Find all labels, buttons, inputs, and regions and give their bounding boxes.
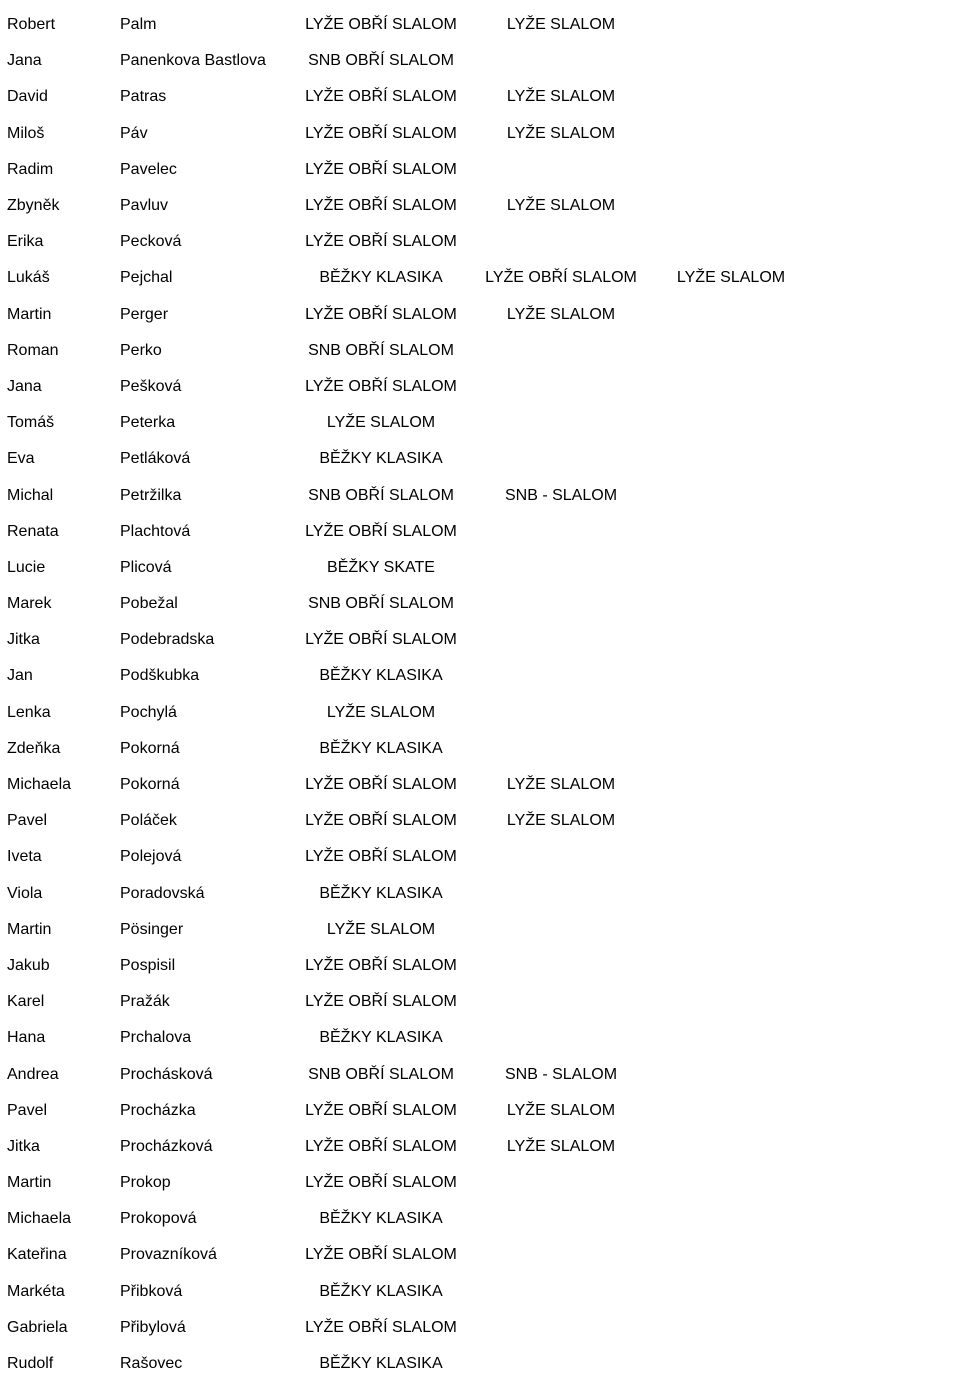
discipline-cell: LYŽE SLALOM <box>326 703 436 721</box>
last-name-cell: Podškubka <box>120 667 200 685</box>
discipline-cell: BĚŽKY SKATE <box>327 558 435 576</box>
discipline-cell <box>466 586 656 622</box>
table-row <box>3 224 957 260</box>
table-row <box>3 1346 957 1382</box>
empty-cell <box>806 1274 957 1310</box>
empty-cell <box>806 1346 957 1382</box>
empty-cell <box>806 477 957 513</box>
discipline-cell <box>656 441 806 477</box>
discipline-cell <box>466 369 656 405</box>
table-row <box>3 405 957 441</box>
table-row <box>3 876 957 912</box>
discipline-cell: LYŽE SLALOM <box>506 1137 616 1155</box>
table-row <box>3 43 957 79</box>
discipline-cell: SNB OBŘÍ SLALOM <box>308 52 454 70</box>
table-row <box>3 116 957 152</box>
last-name-cell: Pospisil <box>120 956 176 974</box>
discipline-cell: SNB - SLALOM <box>504 1065 618 1083</box>
last-name-cell: Pokorná <box>120 739 180 757</box>
discipline-cell <box>466 405 656 441</box>
discipline-cell <box>656 948 806 984</box>
last-name-cell: Plicová <box>120 558 172 576</box>
first-name-cell: Jana <box>7 377 42 395</box>
discipline-cell <box>466 514 656 550</box>
discipline-cell: SNB OBŘÍ SLALOM <box>308 341 454 359</box>
discipline-cell <box>656 876 806 912</box>
discipline-cell: LYŽE SLALOM <box>506 776 616 794</box>
discipline-cell <box>656 658 806 694</box>
table-row <box>3 767 957 803</box>
discipline-cell <box>656 695 806 731</box>
first-name-cell: Robert <box>7 16 56 34</box>
discipline-cell: BĚŽKY KLASIKA <box>319 1029 443 1047</box>
discipline-cell <box>656 1346 806 1382</box>
last-name-cell: Prochásková <box>120 1065 213 1083</box>
discipline-cell: LYŽE OBŘÍ SLALOM <box>305 377 457 395</box>
last-name-cell: Pavluv <box>120 197 169 215</box>
first-name-cell: Pavel <box>7 812 48 830</box>
first-name-cell: Zdeňka <box>7 739 61 757</box>
discipline-cell: SNB OBŘÍ SLALOM <box>308 595 454 613</box>
empty-cell <box>806 586 957 622</box>
first-name-cell: Martin <box>7 920 52 938</box>
table-row <box>3 152 957 188</box>
table-row <box>3 586 957 622</box>
table-row <box>3 79 957 115</box>
table-row <box>3 1093 957 1129</box>
discipline-cell <box>466 1165 656 1201</box>
discipline-cell <box>466 695 656 731</box>
discipline-cell <box>466 948 656 984</box>
discipline-cell: LYŽE SLALOM <box>506 197 616 215</box>
empty-cell <box>806 333 957 369</box>
first-name-cell: Erika <box>7 233 44 251</box>
discipline-cell: LYŽE OBŘÍ SLALOM <box>305 1137 457 1155</box>
discipline-cell <box>466 1346 656 1382</box>
discipline-cell <box>466 1201 656 1237</box>
last-name-cell: Přibková <box>120 1282 183 1300</box>
first-name-cell: Martin <box>7 1174 52 1192</box>
discipline-cell: LYŽE SLALOM <box>506 812 616 830</box>
empty-cell <box>806 767 957 803</box>
table-row <box>3 1129 957 1165</box>
discipline-cell <box>466 224 656 260</box>
last-name-cell: Panenkova Bastlova <box>120 52 266 70</box>
discipline-cell: BĚŽKY KLASIKA <box>319 1282 443 1300</box>
discipline-cell: LYŽE OBŘÍ SLALOM <box>305 522 457 540</box>
empty-cell <box>806 297 957 333</box>
first-name-cell: Jakub <box>7 956 50 974</box>
first-name-cell: Jan <box>7 667 33 685</box>
discipline-cell <box>656 1310 806 1346</box>
discipline-cell <box>656 7 806 43</box>
table-row <box>3 297 957 333</box>
empty-cell <box>806 1310 957 1346</box>
empty-cell <box>806 550 957 586</box>
last-name-cell: Páv <box>120 124 148 142</box>
discipline-cell: LYŽE OBŘÍ SLALOM <box>305 160 457 178</box>
discipline-cell: LYŽE OBŘÍ SLALOM <box>305 848 457 866</box>
empty-cell <box>806 1093 957 1129</box>
empty-cell <box>806 441 957 477</box>
discipline-cell <box>656 405 806 441</box>
last-name-cell: Pösinger <box>120 920 184 938</box>
empty-cell <box>806 7 957 43</box>
last-name-cell: Pešková <box>120 377 182 395</box>
first-name-cell: Iveta <box>7 848 42 866</box>
discipline-cell: LYŽE OBŘÍ SLALOM <box>305 812 457 830</box>
discipline-cell <box>656 333 806 369</box>
discipline-cell: LYŽE SLALOM <box>506 305 616 323</box>
discipline-cell <box>656 767 806 803</box>
last-name-cell: Prokop <box>120 1174 171 1192</box>
discipline-cell: LYŽE OBŘÍ SLALOM <box>305 631 457 649</box>
discipline-cell <box>656 1129 806 1165</box>
discipline-cell <box>466 622 656 658</box>
discipline-cell: LYŽE OBŘÍ SLALOM <box>305 1101 457 1119</box>
last-name-cell: Prokopová <box>120 1210 197 1228</box>
last-name-cell: Pavelec <box>120 160 177 178</box>
empty-cell <box>806 369 957 405</box>
participants-table <box>3 7 957 1382</box>
discipline-cell <box>656 188 806 224</box>
discipline-cell <box>466 333 656 369</box>
discipline-cell <box>656 1020 806 1056</box>
discipline-cell: BĚŽKY KLASIKA <box>319 1210 443 1228</box>
discipline-cell: LYŽE OBŘÍ SLALOM <box>305 88 457 106</box>
discipline-cell <box>466 839 656 875</box>
table-row <box>3 658 957 694</box>
discipline-cell <box>656 731 806 767</box>
first-name-cell: Martin <box>7 305 52 323</box>
discipline-cell: LYŽE SLALOM <box>506 124 616 142</box>
discipline-cell <box>656 1201 806 1237</box>
discipline-cell <box>656 912 806 948</box>
discipline-cell: LYŽE SLALOM <box>506 1101 616 1119</box>
empty-cell <box>806 514 957 550</box>
discipline-cell <box>656 586 806 622</box>
discipline-cell: BĚŽKY KLASIKA <box>319 739 443 757</box>
discipline-cell <box>656 43 806 79</box>
first-name-cell: Roman <box>7 341 59 359</box>
discipline-cell: LYŽE OBŘÍ SLALOM <box>305 124 457 142</box>
first-name-cell: Miloš <box>7 124 45 142</box>
discipline-cell: LYŽE OBŘÍ SLALOM <box>305 993 457 1011</box>
first-name-cell: Markéta <box>7 1282 65 1300</box>
discipline-cell <box>656 369 806 405</box>
first-name-cell: Jana <box>7 52 42 70</box>
table-row <box>3 839 957 875</box>
empty-cell <box>806 224 957 260</box>
first-name-cell: Andrea <box>7 1065 59 1083</box>
last-name-cell: Palm <box>120 16 157 34</box>
discipline-cell: LYŽE OBŘÍ SLALOM <box>305 305 457 323</box>
discipline-cell: LYŽE OBŘÍ SLALOM <box>305 1246 457 1264</box>
first-name-cell: Tomáš <box>7 414 55 432</box>
discipline-cell: LYŽE SLALOM <box>676 269 786 287</box>
first-name-cell: Lucie <box>7 558 46 576</box>
discipline-cell <box>656 224 806 260</box>
table-row <box>3 441 957 477</box>
first-name-cell: Rudolf <box>7 1355 54 1373</box>
last-name-cell: Patras <box>120 88 167 106</box>
discipline-cell: BĚŽKY KLASIKA <box>319 667 443 685</box>
table-row <box>3 477 957 513</box>
empty-cell <box>806 984 957 1020</box>
first-name-cell: Michaela <box>7 776 72 794</box>
last-name-cell: Pražák <box>120 993 170 1011</box>
last-name-cell: Plachtová <box>120 522 191 540</box>
empty-cell <box>806 912 957 948</box>
empty-cell <box>806 1020 957 1056</box>
last-name-cell: Přibylová <box>120 1318 186 1336</box>
first-name-cell: Lenka <box>7 703 51 721</box>
discipline-cell <box>656 1056 806 1092</box>
last-name-cell: Procházka <box>120 1101 196 1119</box>
table-row <box>3 1201 957 1237</box>
discipline-cell <box>466 658 656 694</box>
empty-cell <box>806 803 957 839</box>
table-row <box>3 1237 957 1273</box>
table-row <box>3 803 957 839</box>
first-name-cell: Hana <box>7 1029 46 1047</box>
table-row <box>3 948 957 984</box>
discipline-cell: LYŽE OBŘÍ SLALOM <box>305 1318 457 1336</box>
discipline-cell <box>656 79 806 115</box>
first-name-cell: David <box>7 88 48 106</box>
last-name-cell: Pokorná <box>120 776 180 794</box>
discipline-cell <box>656 152 806 188</box>
table-row <box>3 1310 957 1346</box>
empty-cell <box>806 1165 957 1201</box>
first-name-cell: Jitka <box>7 631 40 649</box>
empty-cell <box>806 839 957 875</box>
table-row <box>3 1020 957 1056</box>
empty-cell <box>806 622 957 658</box>
empty-cell <box>806 1056 957 1092</box>
discipline-cell <box>656 477 806 513</box>
empty-cell <box>806 79 957 115</box>
discipline-cell: BĚŽKY KLASIKA <box>319 1355 443 1373</box>
empty-cell <box>806 1237 957 1273</box>
last-name-cell: Petržilka <box>120 486 182 504</box>
discipline-cell: BĚŽKY KLASIKA <box>319 884 443 902</box>
empty-cell <box>806 876 957 912</box>
last-name-cell: Peterka <box>120 414 176 432</box>
last-name-cell: Procházková <box>120 1137 213 1155</box>
last-name-cell: Provazníková <box>120 1246 217 1264</box>
table-row <box>3 188 957 224</box>
discipline-cell <box>656 297 806 333</box>
table-row <box>3 550 957 586</box>
discipline-cell: LYŽE OBŘÍ SLALOM <box>305 233 457 251</box>
discipline-cell: LYŽE OBŘÍ SLALOM <box>305 16 457 34</box>
discipline-cell: LYŽE SLALOM <box>326 414 436 432</box>
discipline-cell <box>656 622 806 658</box>
empty-cell <box>806 1129 957 1165</box>
discipline-cell <box>466 152 656 188</box>
last-name-cell: Poláček <box>120 812 177 830</box>
discipline-cell <box>466 876 656 912</box>
discipline-cell <box>656 984 806 1020</box>
last-name-cell: Pecková <box>120 233 182 251</box>
table-row <box>3 984 957 1020</box>
empty-cell <box>806 1201 957 1237</box>
last-name-cell: Pochylá <box>120 703 177 721</box>
empty-cell <box>806 152 957 188</box>
discipline-cell <box>466 912 656 948</box>
discipline-cell: SNB OBŘÍ SLALOM <box>308 1065 454 1083</box>
empty-cell <box>806 948 957 984</box>
table-row <box>3 622 957 658</box>
empty-cell <box>806 731 957 767</box>
discipline-cell: LYŽE SLALOM <box>506 16 616 34</box>
last-name-cell: Perger <box>120 305 169 323</box>
last-name-cell: Polejová <box>120 848 182 866</box>
first-name-cell: Lukáš <box>7 269 50 287</box>
table-row <box>3 1274 957 1310</box>
empty-cell <box>806 405 957 441</box>
participants-table-body <box>3 7 957 1382</box>
first-name-cell: Eva <box>7 450 35 468</box>
last-name-cell: Poradovská <box>120 884 205 902</box>
discipline-cell: LYŽE OBŘÍ SLALOM <box>305 776 457 794</box>
table-row <box>3 333 957 369</box>
first-name-cell: Michaela <box>7 1210 72 1228</box>
last-name-cell: Podebradska <box>120 631 215 649</box>
table-row <box>3 369 957 405</box>
discipline-cell <box>466 731 656 767</box>
empty-cell <box>806 695 957 731</box>
first-name-cell: Radim <box>7 160 54 178</box>
discipline-cell <box>656 116 806 152</box>
empty-cell <box>806 116 957 152</box>
table-row <box>3 7 957 43</box>
empty-cell <box>806 260 957 296</box>
table-row <box>3 514 957 550</box>
first-name-cell: Renata <box>7 522 59 540</box>
table-row <box>3 1165 957 1201</box>
discipline-cell <box>656 514 806 550</box>
discipline-cell <box>466 43 656 79</box>
first-name-cell: Zbyněk <box>7 197 60 215</box>
discipline-cell <box>656 803 806 839</box>
discipline-cell <box>466 984 656 1020</box>
first-name-cell: Jitka <box>7 1137 40 1155</box>
discipline-cell <box>656 1274 806 1310</box>
discipline-cell <box>466 1020 656 1056</box>
table-row <box>3 1056 957 1092</box>
discipline-cell: SNB OBŘÍ SLALOM <box>308 486 454 504</box>
first-name-cell: Karel <box>7 993 45 1011</box>
discipline-cell: LYŽE SLALOM <box>326 920 436 938</box>
table-row <box>3 731 957 767</box>
discipline-cell: SNB - SLALOM <box>504 486 618 504</box>
first-name-cell: Michal <box>7 486 54 504</box>
last-name-cell: Petláková <box>120 450 191 468</box>
last-name-cell: Pejchal <box>120 269 173 287</box>
first-name-cell: Kateřina <box>7 1246 67 1264</box>
discipline-cell <box>466 1274 656 1310</box>
first-name-cell: Viola <box>7 884 43 902</box>
last-name-cell: Pobežal <box>120 595 178 613</box>
discipline-cell <box>466 441 656 477</box>
discipline-cell <box>466 1237 656 1273</box>
discipline-cell: BĚŽKY KLASIKA <box>319 450 443 468</box>
table-row <box>3 912 957 948</box>
table-row <box>3 260 957 296</box>
first-name-cell: Pavel <box>7 1101 48 1119</box>
discipline-cell <box>466 550 656 586</box>
discipline-cell <box>656 839 806 875</box>
empty-cell <box>806 658 957 694</box>
empty-cell <box>806 43 957 79</box>
discipline-cell: BĚŽKY KLASIKA <box>319 269 443 287</box>
discipline-cell <box>656 1093 806 1129</box>
discipline-cell <box>656 550 806 586</box>
discipline-cell <box>466 1310 656 1346</box>
discipline-cell <box>656 1237 806 1273</box>
discipline-cell: LYŽE OBŘÍ SLALOM <box>305 1174 457 1192</box>
discipline-cell: LYŽE OBŘÍ SLALOM <box>305 956 457 974</box>
first-name-cell: Gabriela <box>7 1318 68 1336</box>
discipline-cell: LYŽE SLALOM <box>506 88 616 106</box>
discipline-cell <box>656 1165 806 1201</box>
discipline-cell: LYŽE OBŘÍ SLALOM <box>305 197 457 215</box>
last-name-cell: Prchalova <box>120 1029 192 1047</box>
empty-cell <box>806 188 957 224</box>
last-name-cell: Rašovec <box>120 1355 183 1373</box>
discipline-cell: LYŽE OBŘÍ SLALOM <box>485 269 637 287</box>
last-name-cell: Perko <box>120 341 162 359</box>
table-row <box>3 695 957 731</box>
first-name-cell: Marek <box>7 595 52 613</box>
